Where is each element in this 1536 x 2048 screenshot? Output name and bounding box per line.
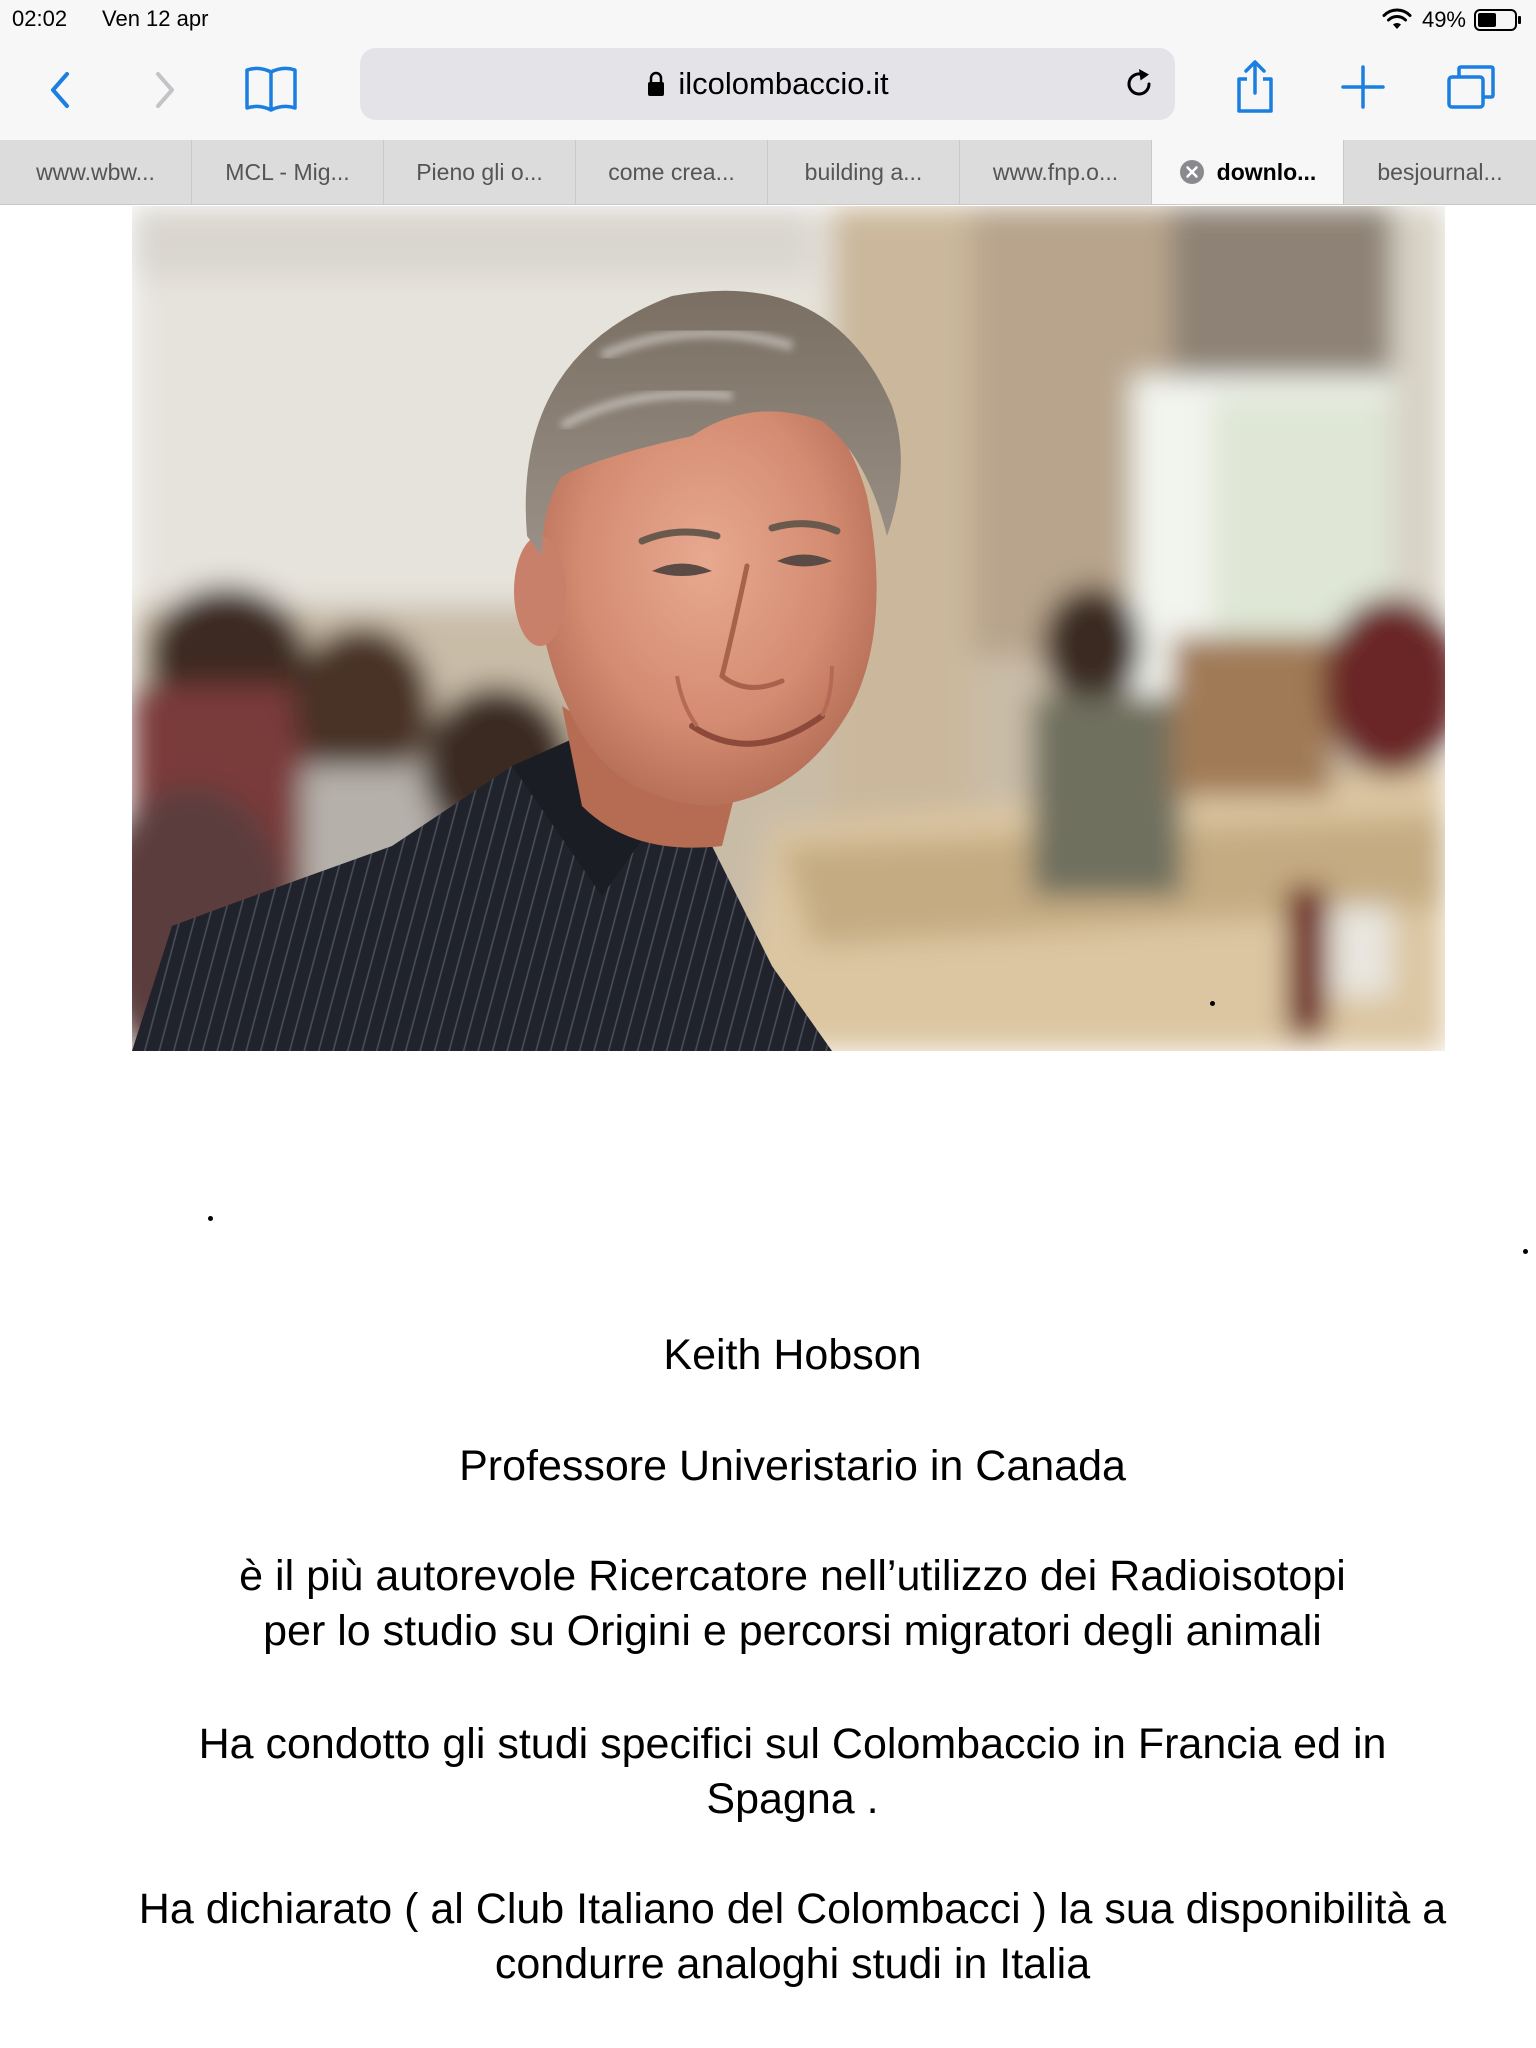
new-tab-button[interactable] [1330,54,1396,120]
share-button[interactable] [1225,52,1285,122]
stray-dot [208,1216,213,1221]
status-indicators [1382,6,1522,34]
tab-besjournal[interactable] [1344,140,1536,204]
battery-icon [1474,8,1522,32]
tab-label: www.fnp.o... [992,158,1119,185]
browser-toolbar [0,40,1536,140]
declaration-line: condurre analoghi studi in Italia [494,1940,1091,1988]
back-button[interactable] [30,60,90,120]
forward-button[interactable] [135,60,195,120]
book-icon [243,64,299,114]
studies-line: Ha condotto gli studi specifici sul Colombaccio in Francia ed in [198,1720,1387,1768]
battery-percentage: 49% [1421,7,1466,32]
declaration-line: Ha dichiarato ( al Club Italiano del Colombacci ) la sua disponibilità a [138,1885,1447,1933]
status-date: Ven 12 apr [102,6,209,31]
reload-button[interactable] [1117,62,1161,106]
status-bar [0,0,1536,40]
tab-label: building a... [804,158,923,185]
page-content [0,206,1536,2048]
close-tab-icon[interactable] [1179,159,1205,185]
bookmarks-button[interactable] [238,56,304,122]
tab-pieno[interactable] [384,140,576,204]
stray-dot [1523,1249,1528,1254]
address-bar[interactable] [360,48,1175,120]
declaration-paragraph [40,1882,1536,1992]
tab-label: MCL - Mig... [225,158,350,185]
tab-come-crea[interactable] [576,140,768,204]
studies-paragraph [40,1717,1536,1827]
status-time: 02:02 [12,6,68,31]
person-name: Keith Hobson [663,1331,922,1379]
tab-label: Pieno gli o... [416,158,543,185]
portrait-photo [132,206,1445,1051]
tabs-overview-button[interactable] [1438,54,1504,120]
tab-label: besjournal... [1377,158,1503,185]
address-display[interactable] [360,48,1175,120]
chevron-left-icon [45,68,75,112]
portrait-image [132,206,1445,1051]
tab-fnp[interactable] [960,140,1152,204]
tab-building[interactable] [768,140,960,204]
share-icon [1233,59,1277,115]
tab-strip [0,140,1536,205]
tab-download-active[interactable] [1152,140,1344,204]
person-description [40,1549,1536,1659]
tabs-icon [1445,63,1497,111]
tab-label: downlo... [1216,158,1317,185]
tab-label: www.wbw... [36,158,155,185]
lock-icon [646,71,666,97]
tab-mcl[interactable] [192,140,384,204]
reload-icon [1122,67,1156,101]
plus-icon [1339,63,1387,111]
wifi-icon [1382,8,1412,32]
description-line: è il più autorevole Ricercatore nell’utilizzo dei Radioisotopi [239,1552,1346,1600]
chevron-right-icon [150,68,180,112]
tab-wbw[interactable] [0,140,192,204]
tab-label: come crea... [608,158,735,185]
url-text: ilcolombaccio.it [678,66,889,101]
person-role: Professore Univeristario in Canada [459,1442,1126,1490]
studies-line: Spagna . [706,1775,879,1823]
stray-dot [1210,1001,1215,1006]
description-line: per lo studio su Origini e percorsi migratori degli animali [263,1607,1322,1655]
